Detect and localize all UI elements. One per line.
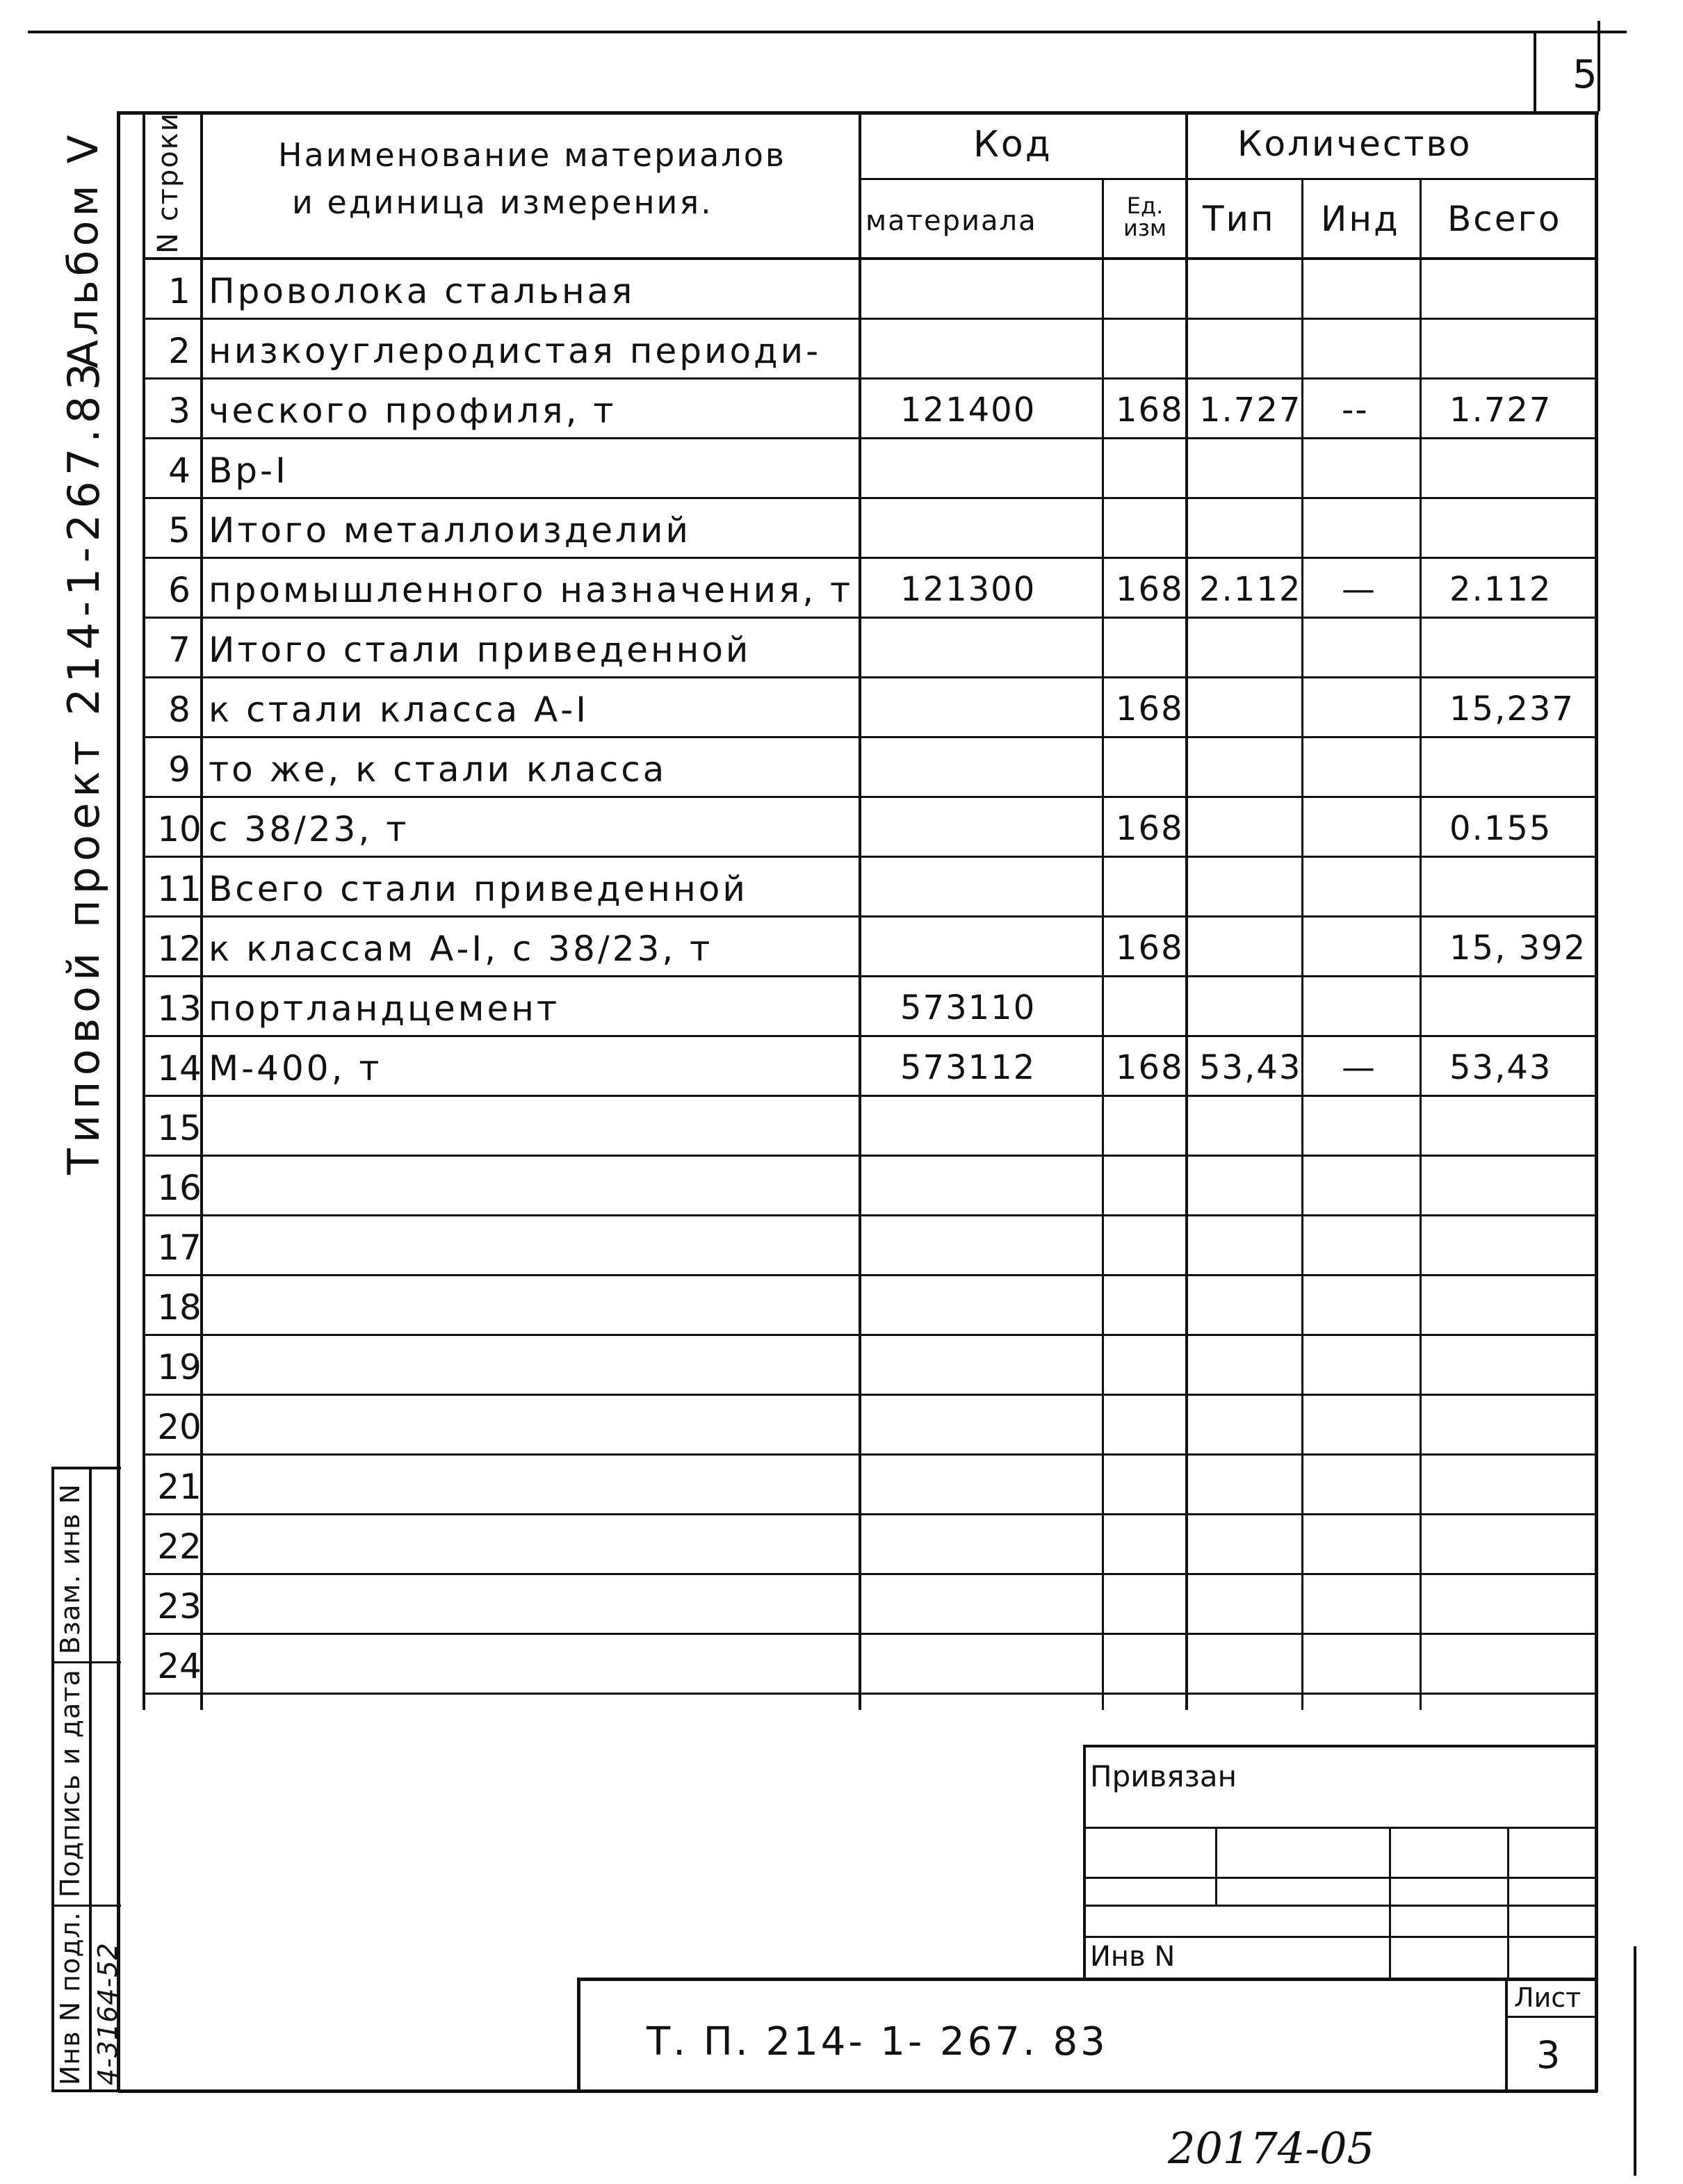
row-qty-ind: --: [1342, 391, 1369, 430]
row-number: 8: [168, 690, 190, 730]
row-number: 14: [157, 1048, 202, 1089]
stamp-number: 4-3164-52: [92, 1942, 123, 2085]
header-code-group: Код: [973, 124, 1052, 165]
row-rule: [143, 1573, 1595, 1575]
row-unit-code: 168: [1116, 809, 1184, 848]
row-qty-type: 1.727: [1199, 391, 1302, 430]
row-material-name: низкоуглеродистая периоди-: [209, 331, 822, 371]
row-material-name: портландцемент: [209, 988, 560, 1029]
row-number: 6: [168, 570, 190, 610]
row-material-name: Всего стали приведенной: [209, 869, 748, 909]
row-material-name: Вр-I: [209, 450, 288, 491]
row-unit-code: 168: [1116, 1048, 1184, 1087]
title-block-sheet-div: [1505, 2016, 1597, 2018]
row-number: 16: [157, 1168, 202, 1208]
row-material-name: к классам А-I, с 38/23, т: [209, 929, 713, 969]
row-number: 4: [168, 450, 190, 491]
row-rule: [143, 1633, 1595, 1635]
footer-handwritten-number: 20174-05: [1168, 2123, 1375, 2174]
header-row-number: N строки: [152, 112, 184, 254]
stamp-grid-h1: [1083, 1827, 1597, 1829]
stamp-sheet-number: 3: [1536, 2033, 1561, 2077]
title-block-bottom: [118, 2089, 1597, 2093]
col-line-unit: [1102, 178, 1104, 1710]
row-number: 12: [157, 929, 202, 969]
stamp-sheet-label: Лист: [1514, 1982, 1582, 2013]
row-unit-code: 168: [1116, 929, 1184, 968]
row-material-name: то же, к стали класса: [209, 749, 667, 790]
row-rule: [143, 1214, 1595, 1216]
header-sub-rule: [859, 178, 1595, 180]
row-number: 23: [157, 1586, 202, 1627]
header-code-unit: Ед. изм: [1123, 193, 1166, 241]
row-material-code: 121300: [900, 570, 1036, 609]
title-block-top: [577, 1978, 1597, 1981]
row-rule: [143, 437, 1595, 439]
row-number: 3: [168, 391, 190, 431]
row-material-name: Итого металлоизделий: [209, 510, 691, 551]
row-number: 18: [157, 1287, 202, 1328]
row-rule: [143, 1453, 1595, 1456]
row-material-name: промышленного назначения, т: [209, 570, 854, 610]
header-name-line2: и единица измерения.: [292, 184, 713, 221]
header-qty-type: Тип: [1203, 199, 1276, 239]
row-material-name: ческого профиля, т: [209, 391, 617, 431]
row-number: 5: [168, 510, 190, 551]
stamp-vzam-inv: Взам. инв N: [55, 1483, 86, 1654]
row-rule: [143, 1274, 1595, 1276]
row-number: 10: [157, 809, 202, 849]
row-qty-total: 1.727: [1449, 391, 1552, 430]
stamp-grid-h4: [1083, 1936, 1597, 1938]
row-qty-type: 53,43: [1199, 1048, 1302, 1087]
stamp-privyazan-left: [1083, 1745, 1086, 1981]
row-qty-total: 0.155: [1449, 809, 1552, 848]
stamp-grid-h2: [1083, 1877, 1597, 1879]
row-rule: [143, 617, 1595, 619]
row-rule: [143, 377, 1595, 380]
row-number: 21: [157, 1467, 202, 1507]
row-number: 20: [157, 1407, 202, 1447]
row-rule: [143, 915, 1595, 918]
row-rule: [143, 557, 1595, 559]
stamp-privyazan-top: [1083, 1745, 1597, 1747]
row-rule: [143, 1693, 1595, 1695]
row-material-name: к стали класса А-I: [209, 690, 589, 730]
stamp-grid-v2: [1389, 1827, 1391, 1981]
header-name-line1: Наименование материалов: [278, 136, 787, 174]
header-qty-ind: Инд: [1321, 199, 1400, 239]
row-number: 22: [157, 1526, 202, 1567]
row-qty-total: 15,237: [1449, 690, 1575, 728]
row-rule: [143, 736, 1595, 738]
row-qty-ind: —: [1342, 570, 1376, 609]
row-rule: [143, 1334, 1595, 1336]
row-number: 24: [157, 1646, 202, 1686]
row-number: 13: [157, 988, 202, 1029]
title-block-left: [577, 1978, 580, 2092]
row-material-name: Итого стали приведенной: [209, 630, 751, 670]
row-rule: [143, 318, 1595, 320]
row-qty-total: 53,43: [1449, 1048, 1552, 1087]
row-rule: [143, 497, 1595, 499]
col-line-code: [859, 111, 861, 1710]
header-qty-total: Всего: [1447, 199, 1562, 239]
row-rule: [143, 676, 1595, 678]
row-material-code: 121400: [900, 391, 1036, 430]
row-rule: [143, 856, 1595, 858]
row-rule: [143, 1513, 1595, 1515]
stamp-grid-v3: [1507, 1827, 1509, 1981]
project-label: Типовой проект 214-1-267.83: [58, 357, 109, 1175]
row-rule: [143, 975, 1595, 977]
col-line-qty: [1185, 111, 1188, 1710]
row-material-code: 573110: [900, 988, 1036, 1027]
stamp-inv-orig: Инв N подл.: [55, 1912, 86, 2085]
row-rule: [143, 1035, 1595, 1037]
row-unit-code: 168: [1116, 570, 1184, 609]
row-number: 1: [168, 271, 190, 311]
row-material-code: 573112: [900, 1048, 1036, 1087]
header-bottom-rule: [143, 257, 1595, 260]
row-rule: [143, 1155, 1595, 1157]
row-number: 17: [157, 1228, 202, 1268]
row-material-name: Проволока стальная: [209, 271, 635, 311]
page-number: 5: [1572, 52, 1597, 97]
row-qty-ind: —: [1342, 1048, 1376, 1087]
row-material-name: М-400, т: [209, 1048, 382, 1089]
stamp-inv-n: Инв N: [1090, 1941, 1176, 1973]
row-number: 9: [168, 749, 190, 790]
header-qty-group: Количество: [1237, 124, 1472, 164]
stamp-designation: Т. П. 214- 1- 267. 83: [647, 2019, 1108, 2064]
stamp-grid-h3: [1083, 1905, 1597, 1907]
album-label: Альбом V: [59, 131, 108, 368]
row-number: 7: [168, 630, 190, 670]
row-number: 2: [168, 331, 190, 371]
row-rule: [143, 1394, 1595, 1396]
row-qty-type: 2.112: [1199, 570, 1302, 609]
row-number: 15: [157, 1108, 202, 1148]
col-line-total: [1420, 178, 1422, 1710]
row-qty-total: 15, 392: [1449, 929, 1587, 968]
stamp-sign-date: Подпись и дата: [55, 1669, 86, 1898]
row-number: 19: [157, 1347, 202, 1387]
stamp-privyazan: Привязан: [1090, 1759, 1237, 1793]
title-block-sheet-left: [1505, 1978, 1508, 2092]
row-rule: [143, 1095, 1595, 1097]
row-rule: [143, 796, 1595, 798]
row-material-name: с 38/23, т: [209, 809, 409, 849]
stamp-grid-v1: [1215, 1827, 1217, 1907]
row-number: 11: [157, 869, 202, 909]
row-unit-code: 168: [1116, 391, 1184, 430]
row-qty-total: 2.112: [1449, 570, 1552, 609]
row-unit-code: 168: [1116, 690, 1184, 728]
header-code-material: материала: [865, 205, 1037, 237]
col-line-ind: [1301, 178, 1303, 1710]
